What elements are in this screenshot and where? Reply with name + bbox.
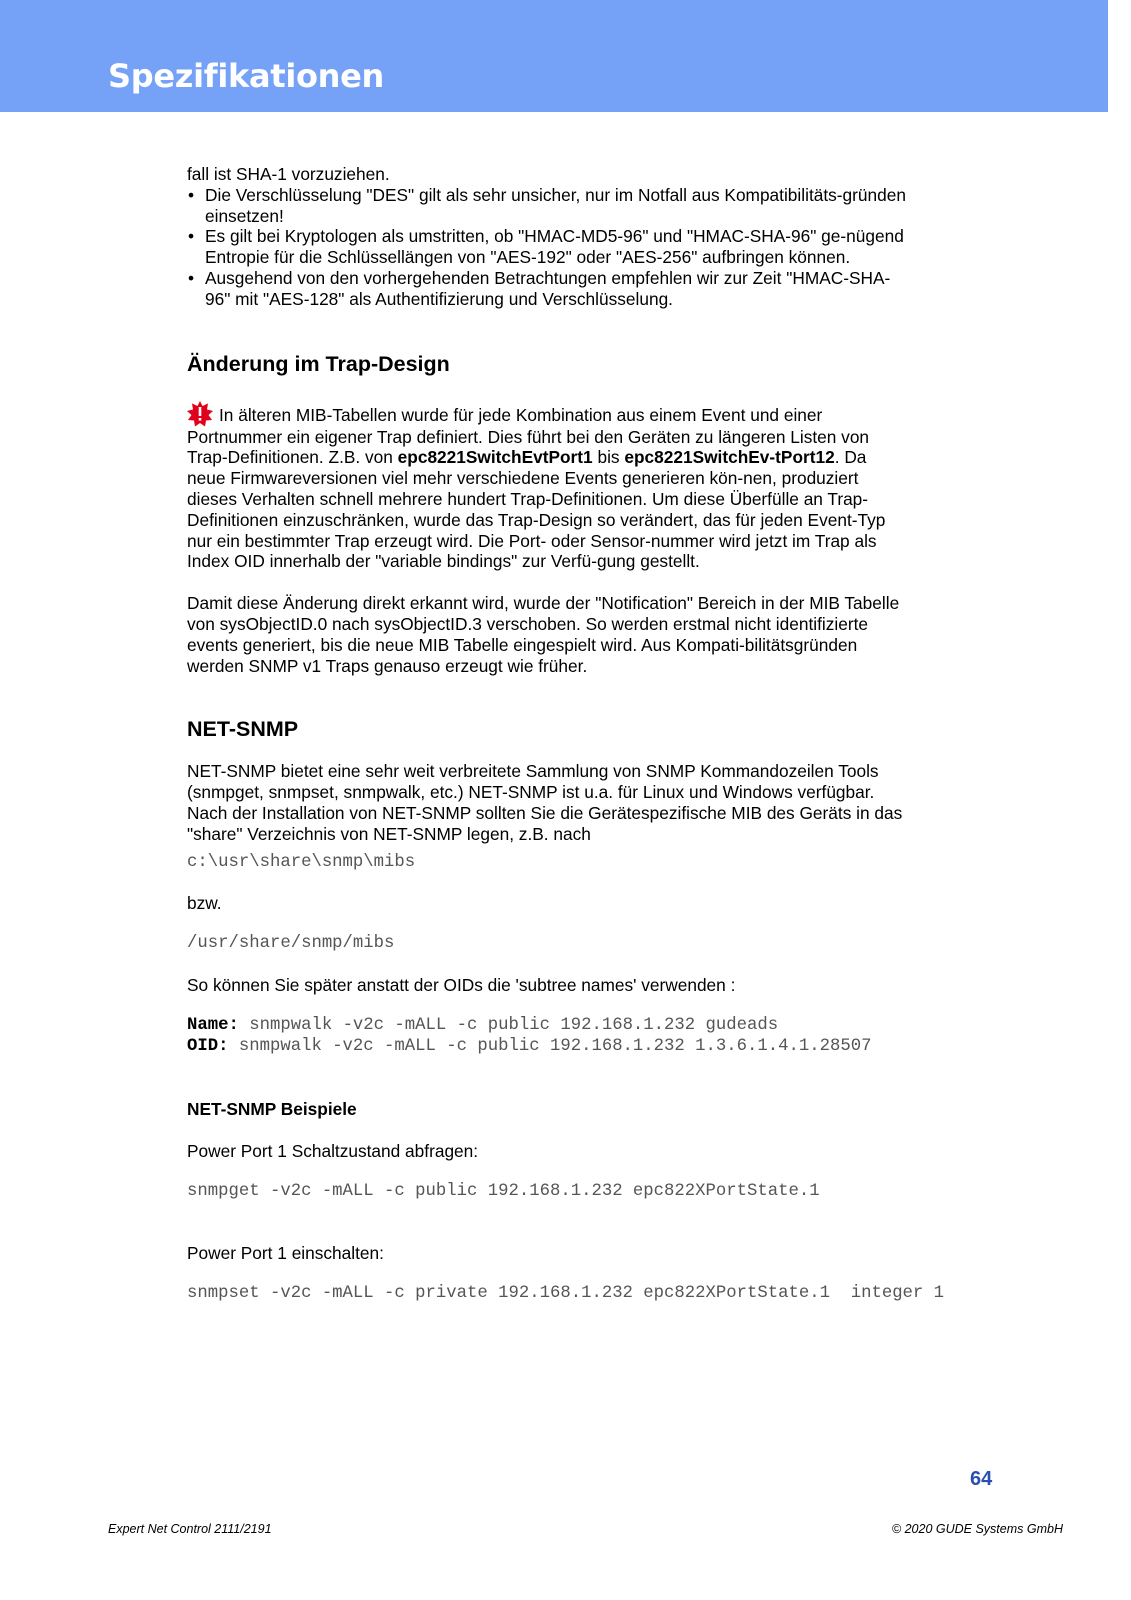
code-name-line (187, 1016, 907, 1037)
bzw-text: bzw. (187, 893, 222, 914)
page-title: Spezifikationen (108, 57, 385, 95)
page-header (0, 0, 1108, 112)
code-oid-label: OID: (187, 1036, 229, 1056)
page-content (187, 164, 945, 1304)
code-oid-line (187, 1037, 907, 1058)
section-heading-net-snmp: NET-SNMP (187, 717, 299, 742)
footer-product-name: Expert Net Control 2111/2191 (108, 1522, 272, 1536)
bullet-list (187, 185, 907, 310)
netsnmp-paragraph-1: NET-SNMP bietet eine sehr weit verbreitete Sammlung von SNMP Kommandozeilen Tools (snmpget, snmpset, snmpwalk, etc.) NET-SNMP ist u.a. für Linux und Windows verfügbar. Nach der Installation von NET-SNMP sollten Sie die Gerätespezifische MIB des Geräts in das "share" Verzeichnis von NET-SNMP legen, z.B. nach (187, 761, 903, 844)
trap-mib-name-last: epc8221SwitchEv-tPort12 (624, 447, 835, 468)
linux-mib-path: /usr/share/snmp/mibs (187, 934, 395, 954)
code-name-command: snmpwalk -v2c -mALL -c public 192.168.1.232 gudeads (238, 1015, 779, 1035)
trap-mib-name-first: epc8221SwitchEvtPort1 (397, 447, 593, 468)
trap-paragraph-1 (187, 401, 907, 573)
intro-continuation: fall ist SHA-1 vorzuziehen. (187, 164, 390, 184)
trap-paragraph-2: Damit diese Änderung direkt erkannt wird, wurde der "Notification" Bereich in der MIB Tabelle von sysObjectID.0 nach sysObjectID.3 verschoben. So werden erstmal nicht identifizierte events generiert, bis die neue MIB Tabelle eingespielt wird. Aus Kompati-bilitätsgründen werden SNMP v1 Traps genauso erzeugt wie früher. (187, 593, 900, 676)
netsnmp-paragraph-2: So können Sie später anstatt der OIDs die 'subtree names' verwenden : (187, 974, 736, 995)
trap-text-a: In älteren MIB-Tabellen wurde für jede Kombination aus einem Event und einer Portnummer ein eigener Trap definiert. Dies führt bei den Geräten zu längeren Listen von Trap-Definitionen. Z.B. von (187, 404, 870, 468)
warning-burst-icon (187, 401, 213, 427)
bullet-item: • Es gilt bei Kryptologen als umstritten, ob "HMAC-MD5-96" und "HMAC-SHA-96" ge-nügend Entropie für die Schlüssellängen von "AES-192" oder "AES-256" aufbringen können. (187, 226, 907, 268)
example-label-2: Power Port 1 einschalten: (187, 1242, 384, 1263)
footer-copyright: © 2020 GUDE Systems GmbH (891, 1522, 1063, 1536)
page-number: 64 (970, 1468, 993, 1490)
bullet-item: • Die Verschlüsselung "DES" gilt als sehr unsicher, nur im Notfall aus Kompatibilitäts-gründen einsetzen! (187, 185, 907, 227)
trap-text-c: bis (592, 447, 625, 468)
example-label-1: Power Port 1 Schaltzustand abfragen: (187, 1141, 479, 1162)
example-command-1: snmpget -v2c -mALL -c public 192.168.1.232 epc822XPortState.1 (187, 1181, 820, 1201)
bullet-item: • Ausgehend von den vorhergehenden Betrachtungen empfehlen wir zur Zeit "HMAC-SHA-96" mit "AES-128" als Authentifizierung und Verschlüsselung. (187, 268, 907, 310)
example-command-2: snmpset -v2c -mALL -c private 192.168.1.232 epc822XPortState.1 integer 1 (187, 1283, 945, 1303)
windows-mib-path: c:\usr\share\snmp\mibs (187, 852, 416, 872)
trap-text-d: . Da neue Firmwareversionen viel mehr verschiedene Events generieren kön-nen, produziert dieses Verhalten schnell mehrere hundert Trap-Definitionen. Um diese Überfülle an Trap-Definitionen einzuschränken, wurde das Trap-Design so verändert, das für jeden Event-Typ nur ein bestimmter Trap erzeugt wird. Die Port- oder Sensor-nummer wird jetzt im Trap als Index OID innerhalb der "variable bindings" zur Verfü-gung gestellt. (187, 447, 886, 572)
code-oid-command: snmpwalk -v2c -mALL -c public 192.168.1.232 1.3.6.1.4.1.28507 (228, 1036, 872, 1056)
section-heading-trap-design: Änderung im Trap-Design (187, 351, 450, 376)
subsection-heading-examples: NET-SNMP Beispiele (187, 1099, 357, 1120)
code-name-label: Name: (187, 1015, 239, 1035)
